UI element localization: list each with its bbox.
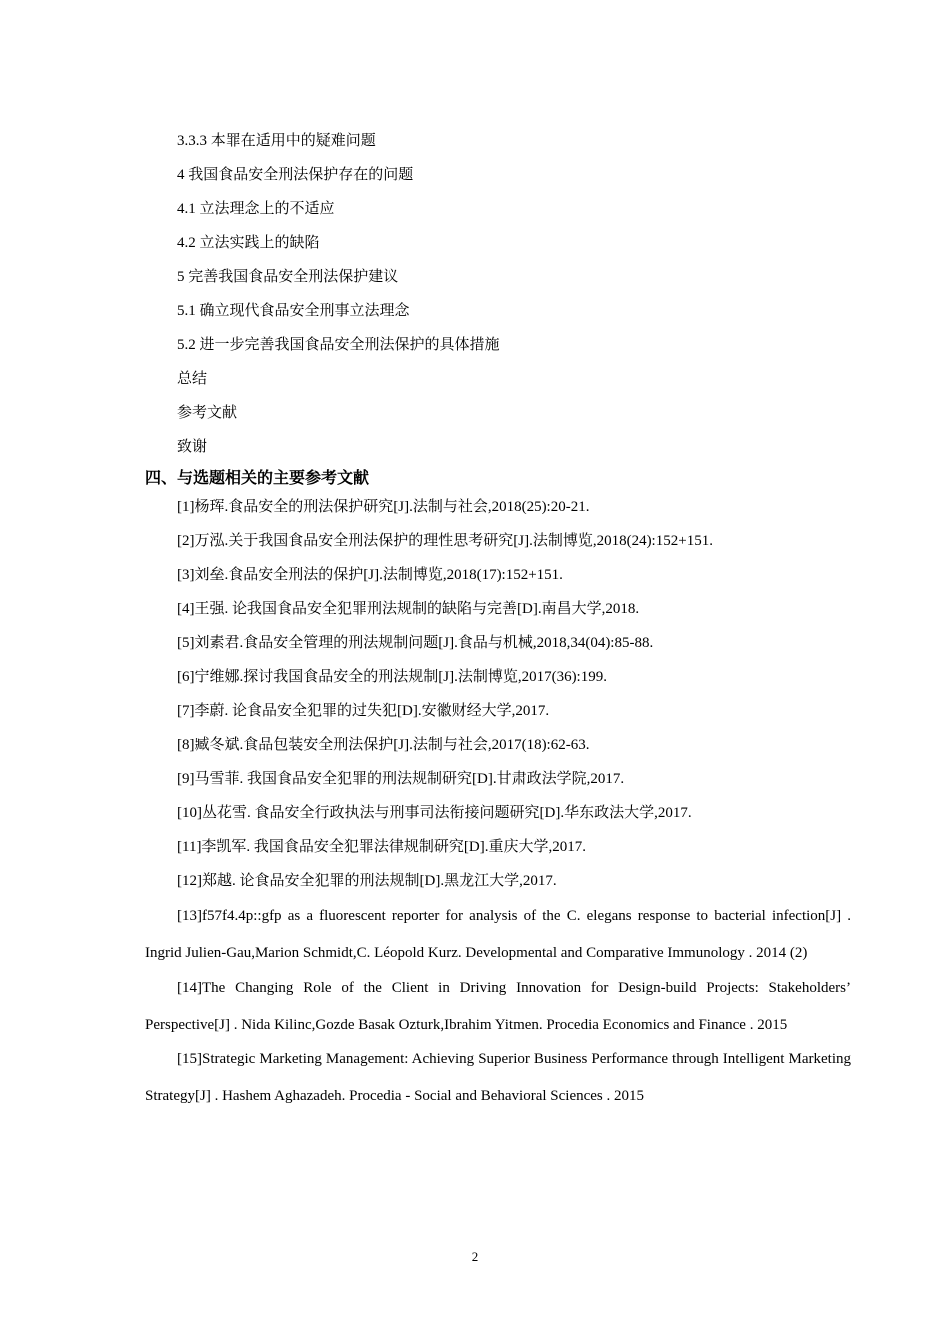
reference-item: [6]宁维娜.探讨我国食品安全的刑法规制[J].法制博览,2017(36):199. <box>177 669 607 685</box>
toc-item: 5.2 进一步完善我国食品安全刑法保护的具体措施 <box>177 337 500 353</box>
toc-item: 5 完善我国食品安全刑法保护建议 <box>177 269 399 285</box>
reference-list <box>177 490 857 898</box>
reference-item: [4]王强. 论我国食品安全犯罪刑法规制的缺陷与完善[D].南昌大学,2018. <box>177 601 640 617</box>
reference-item: [10]丛花雪. 食品安全行政执法与刑事司法衔接问题研究[D].华东政法大学,2017. <box>177 805 692 821</box>
reference-item-english: [13]f57f4.4p::gfp as a fluorescent reporter for analysis of the C. elegans response to bacterial infection[J] . Ingrid Julien-Gau,Marion Schmidt,C. Léopold Kurz. Developmental and Comparative Immunology . 2014 (2) <box>145 908 851 962</box>
reference-item: [2]万泓.关于我国食品安全刑法保护的理性思考研究[J].法制博览,2018(24):152+151. <box>177 533 713 549</box>
table-of-contents <box>177 124 857 464</box>
section-heading: 四、与选题相关的主要参考文献 <box>145 468 370 487</box>
toc-item: 5.1 确立现代食品安全刑事立法理念 <box>177 303 410 319</box>
toc-item: 致谢 <box>177 439 208 455</box>
reference-item: [3]刘垒.食品安全刑法的保护[J].法制博览,2018(17):152+151. <box>177 567 563 583</box>
toc-item: 总结 <box>177 371 208 387</box>
reference-item: [12]郑越. 论食品安全犯罪的刑法规制[D].黑龙江大学,2017. <box>177 873 557 889</box>
toc-item: 参考文献 <box>177 405 238 421</box>
toc-item: 4 我国食品安全刑法保护存在的问题 <box>177 167 414 183</box>
page-number: 2 <box>471 1249 479 1264</box>
reference-item: [5]刘素君.食品安全管理的刑法规制问题[J].食品与机械,2018,34(04):85-88. <box>177 635 654 651</box>
reference-item: [9]马雪菲. 我国食品安全犯罪的刑法规制研究[D].甘肃政法学院,2017. <box>177 771 625 787</box>
toc-item: 4.2 立法实践上的缺陷 <box>177 235 320 251</box>
reference-item-english: [15]Strategic Marketing Management: Achieving Superior Business Performance through Intelligent Marketing Strategy[J] . Hashem Aghazadeh. Procedia - Social and Behavioral Sciences . 2015 <box>145 1051 851 1105</box>
reference-item: [7]李蔚. 论食品安全犯罪的过失犯[D].安徽财经大学,2017. <box>177 703 550 719</box>
reference-item-english: [14]The Changing Role of the Client in Driving Innovation for Design-build Projects: Stakeholders’ Perspective[J] . Nida Kilinc,Gozde Basak Ozturk,Ibrahim Yitmen. Procedia Economics and Finance . 2015 <box>145 979 851 1033</box>
toc-item: 4.1 立法理念上的不适应 <box>177 201 335 217</box>
reference-list-english <box>145 898 851 1113</box>
toc-item: 3.3.3 本罪在适用中的疑难问题 <box>177 133 376 149</box>
reference-item: [8]臧冬斌.食品包装安全刑法保护[J].法制与社会,2017(18):62-63. <box>177 737 590 753</box>
reference-item: [11]李凯军. 我国食品安全犯罪法律规制研究[D].重庆大学,2017. <box>177 839 587 855</box>
reference-item: [1]杨珲.食品安全的刑法保护研究[J].法制与社会,2018(25):20-21. <box>177 499 590 515</box>
